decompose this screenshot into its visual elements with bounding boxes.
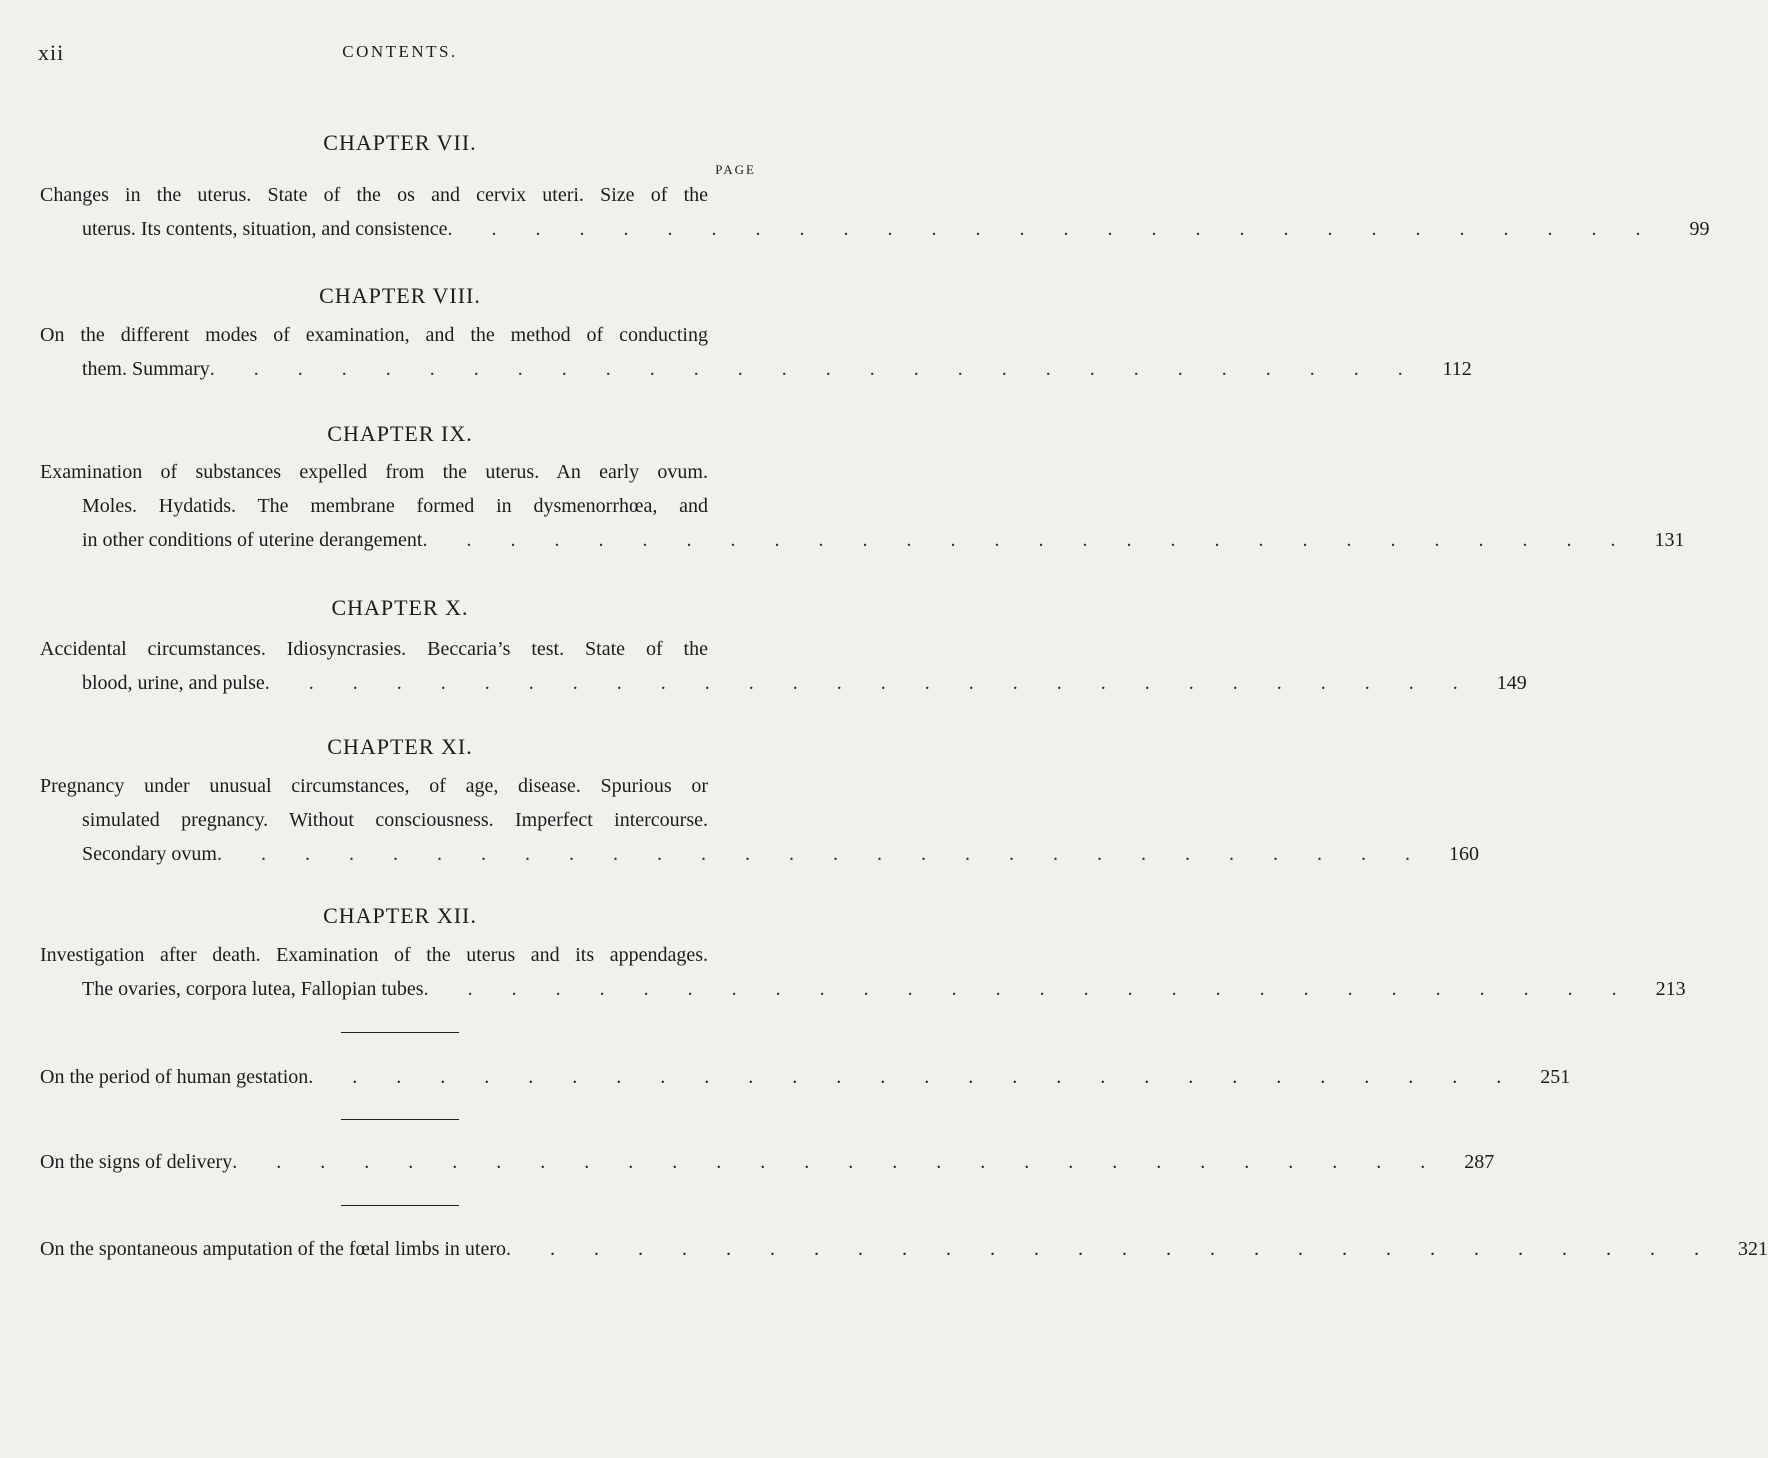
entry-last-line — [40, 212, 1710, 246]
section-rule — [341, 1032, 459, 1033]
toc-entry — [40, 1060, 1571, 1094]
entry-line: On the different modes of examination, and the method of conducting — [40, 324, 708, 346]
page-number: 321 — [1738, 1238, 1768, 1260]
running-head: CONTENTS. — [342, 42, 458, 61]
chapter-heading: CHAPTER IX. — [327, 421, 473, 446]
entry-single-line — [40, 1232, 1768, 1266]
section-rule — [341, 1119, 459, 1120]
toc-entry — [40, 178, 1710, 246]
page-number: 251 — [1540, 1066, 1571, 1088]
toc-entry — [40, 1145, 1495, 1179]
dot-leader: . . . . . . . . . . . . . . . . . . . . . . . . . . . . — [506, 1238, 1717, 1260]
dot-leader: . . . . . . . . . . . . . . . . . . . . . . . . . . . . — [422, 529, 1633, 551]
entry-line: Changes in the uterus. State of the os and cervix uteri. Size of the — [40, 184, 708, 206]
section-rule — [341, 1205, 459, 1206]
page-folio: xii — [38, 40, 65, 65]
entry-line: Moles. Hydatids. The membrane formed in dysmenorrhœa, and — [82, 495, 708, 517]
entry-last-line — [40, 666, 1527, 700]
page-number: 149 — [1496, 672, 1527, 694]
dot-leader: . . . . . . . . . . . . . . . . . . . . . . . . . . . . — [264, 672, 1475, 694]
entry-line: Examination of substances expelled from the uterus. An early ovum. — [40, 461, 708, 483]
page-number: 160 — [1448, 843, 1479, 865]
chapter-heading: CHAPTER VIII. — [319, 283, 481, 308]
entry-last-line — [40, 523, 1685, 557]
entry-line: in other conditions of uterine derangement — [82, 529, 423, 551]
page-number: 287 — [1464, 1151, 1495, 1173]
chapter-heading: CHAPTER XI. — [327, 734, 473, 759]
chapter-heading: CHAPTER X. — [331, 595, 469, 620]
toc-entry — [40, 455, 1685, 557]
page-number: 112 — [1442, 358, 1472, 380]
entry-line: Accidental circumstances. Idiosyncrasies. Beccaria’s test. State of the — [40, 638, 708, 660]
entry-line: simulated pregnancy. Without consciousness. Imperfect intercourse. — [82, 809, 708, 831]
entry-line: Investigation after death. Examination of the uterus and its appendages. — [40, 944, 708, 966]
chapter-heading: CHAPTER XII. — [323, 903, 477, 928]
toc-entry — [40, 938, 1686, 1006]
entry-line: uterus. Its contents, situation, and consistence — [82, 218, 448, 240]
entry-single-line — [40, 1060, 1571, 1094]
entry-line: them. Summary — [82, 358, 210, 380]
page-number: 213 — [1655, 978, 1686, 1000]
dot-leader: . . . . . . . . . . . . . . . . . . . . . . . . . . . . — [232, 1151, 1443, 1173]
entry-line: On the signs of delivery — [40, 1151, 233, 1173]
dot-leader: . . . . . . . . . . . . . . . . . . . . . . . . . . . . — [209, 358, 1420, 380]
dot-leader: . . . . . . . . . . . . . . . . . . . . . . . . . . . . — [308, 1066, 1519, 1088]
entry-line: Pregnancy under unusual circumstances, of age, disease. Spurious or — [40, 775, 708, 797]
dot-leader: . . . . . . . . . . . . . . . . . . . . . . . . . . . . — [423, 978, 1634, 1000]
toc-entry — [40, 632, 1527, 700]
entry-last-line — [40, 352, 1472, 386]
entry-last-line — [40, 972, 1686, 1006]
entry-line: Secondary ovum — [82, 843, 217, 865]
chapter-heading: CHAPTER VII. — [323, 130, 477, 155]
entry-single-line — [40, 1145, 1495, 1179]
toc-entry — [40, 318, 1472, 386]
entry-line: On the spontaneous amputation of the fœtal limbs in utero — [40, 1238, 507, 1260]
toc-entry — [40, 1232, 1768, 1266]
entry-last-line — [40, 837, 1479, 871]
page-column-label: PAGE — [715, 162, 756, 177]
dot-leader: . . . . . . . . . . . . . . . . . . . . . . . . . . . . — [447, 218, 1658, 240]
entry-line: The ovaries, corpora lutea, Fallopian tubes — [82, 978, 424, 1000]
entry-line: blood, urine, and pulse — [82, 672, 265, 694]
dot-leader: . . . . . . . . . . . . . . . . . . . . . . . . . . . . — [216, 843, 1427, 865]
toc-entry — [40, 769, 1479, 871]
page-number: 99 — [1689, 218, 1710, 240]
entry-line: On the period of human gestation — [40, 1066, 309, 1088]
page-number: 131 — [1654, 529, 1685, 551]
